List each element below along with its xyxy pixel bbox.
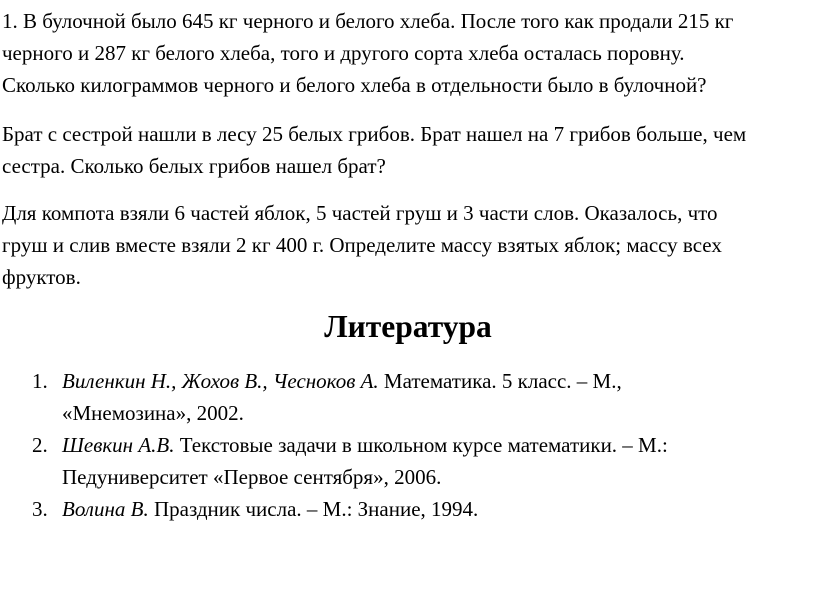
literature-heading: Литература [324, 309, 492, 344]
literature-item-author: Волина В. [62, 497, 149, 521]
problem-3-line-1: Для компота взяли 6 частей яблок, 5 частей груш и 3 части слов. Оказалось, что [2, 201, 718, 225]
literature-item [0, 493, 816, 525]
literature-item-title: Праздник числа. – М.: Знание, 1994. [148, 497, 479, 521]
literature-item [0, 429, 816, 493]
literature-item-number: 2. [32, 433, 48, 457]
literature-item-title: Текстовые задачи в школьном курсе математики. – М.: [174, 433, 668, 457]
problem-1-line-3: Сколько килограммов черного и белого хлеба в отдельности было в булочной? [2, 73, 707, 97]
problem-1-line-2: черного и 287 кг белого хлеба, того и другого сорта хлеба осталась поровну. [2, 41, 685, 65]
literature-item-number: 3. [32, 497, 48, 521]
literature-item-line-1 [62, 365, 816, 397]
problem-2-line-1: Брат с сестрой нашли в лесу 25 белых грибов. Брат нашел на 7 грибов больше, чем [2, 122, 747, 146]
literature-item-title: Математика. 5 класс. – М., [378, 369, 622, 393]
literature-item-line-1 [62, 429, 816, 461]
literature-item-line-2: Педуниверситет «Первое сентября», 2006. [62, 465, 442, 489]
problem-2-line-2: сестра. Сколько белых грибов нашел брат? [2, 154, 386, 178]
problem-3-line-3: фруктов. [2, 265, 81, 289]
literature-item-line-2: «Мнемозина», 2002. [62, 401, 244, 425]
literature-item-author: Виленкин Н., Жохов В., Чесноков А. [62, 369, 379, 393]
problem-2 [2, 118, 802, 182]
problem-3 [2, 197, 802, 293]
problem-1-line-1: 1. В булочной было 645 кг черного и белого хлеба. После того как продали 215 кг [2, 9, 734, 33]
literature-item [0, 365, 816, 429]
literature-list [0, 365, 816, 525]
literature-item-line-1 [62, 493, 816, 525]
literature-item-author: Шевкин А.В. [62, 433, 175, 457]
problem-1 [2, 5, 802, 101]
literature-item-number: 1. [32, 369, 48, 393]
problem-3-line-2: груш и слив вместе взяли 2 кг 400 г. Определите массу взятых яблок; массу всех [2, 233, 722, 257]
